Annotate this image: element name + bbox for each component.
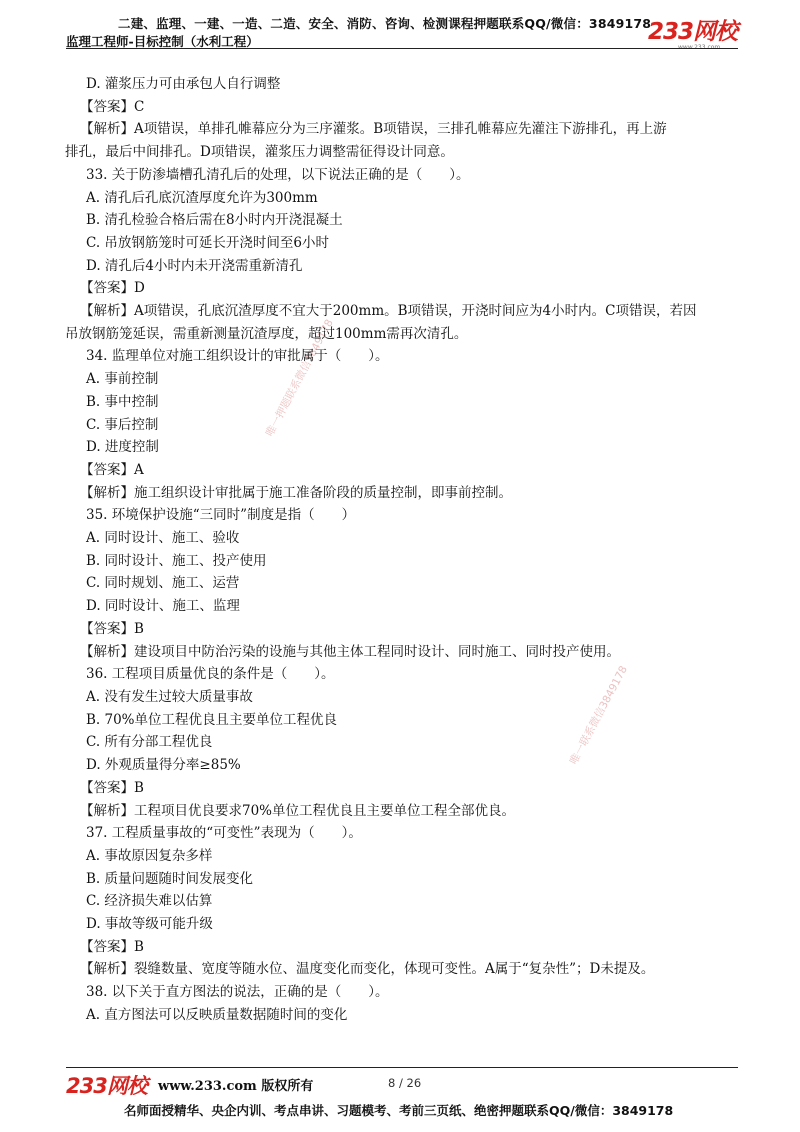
question-stem: 36. 工程项目质量优良的条件是（ ）。 xyxy=(86,666,335,683)
question-stem: 37. 工程质量事故的“可变性”表现为（ ）。 xyxy=(86,825,362,842)
option-line: B. 事中控制 xyxy=(86,393,159,410)
question-content xyxy=(65,73,746,1027)
option-line: A. 清孔后孔底沉渣厚度允许为300mm xyxy=(86,189,318,206)
option-line: D. 外观质量得分率≥85% xyxy=(86,757,241,774)
analysis-line: 【解析】A项错误，单排孔帷幕应分为三序灌浆。B项错误，三排孔帷幕应先灌注下游排孔，再上游 xyxy=(80,121,667,138)
analysis-line: 【解析】建设项目中防治污染的设施与其他主体工程同时设计、同时施工、同时投产使用。 xyxy=(80,643,620,660)
question-stem: 34. 监理单位对施工组织设计的审批属于（ ）。 xyxy=(86,348,389,365)
option-line: A. 事前控制 xyxy=(86,371,159,388)
option-line: D. 事故等级可能升级 xyxy=(86,916,213,933)
option-line: D. 同时设计、施工、监理 xyxy=(86,598,240,615)
option-line: B. 质量问题随时间发展变化 xyxy=(86,870,254,887)
question-stem: 33. 关于防渗墙槽孔清孔后的处理，以下说法正确的是（ ）。 xyxy=(86,166,470,183)
question-stem: 35. 环境保护设施“三同时”制度是指（ ） xyxy=(86,507,356,524)
analysis-line: 排孔，最后中间排孔。D项错误，灌浆压力调整需征得设计同意。 xyxy=(65,144,454,161)
option-line: C. 所有分部工程优良 xyxy=(86,734,213,751)
page-number: 8 / 26 xyxy=(388,1076,422,1090)
analysis-line: 【解析】裂缝数量、宽度等随水位、温度变化而变化，体现可变性。A属于“复杂性”；D未提及。 xyxy=(80,961,655,978)
option-line: C. 经济损失难以估算 xyxy=(86,893,213,910)
analysis-line: 【解析】A项错误，孔底沉渣厚度不宜大于200mm。B项错误，开浇时间应为4小时内。C项错误，若因 xyxy=(80,303,697,320)
analysis-line: 【解析】工程项目优良要求70%单位工程优良且主要单位工程全部优良。 xyxy=(80,802,516,819)
option-line: B. 清孔检验合格后需在8小时内开浇混凝土 xyxy=(86,212,343,229)
header-divider xyxy=(66,48,738,49)
option-line: D. 灌浆压力可由承包人自行调整 xyxy=(86,76,281,92)
footer-divider xyxy=(66,1067,738,1068)
footer-slogan: 名师面授精华、央企内训、考点串讲、习题模考、考前三页纸、绝密押题联系QQ/微信：3849178 xyxy=(124,1103,674,1118)
answer-line: 【答案】B xyxy=(80,938,144,955)
analysis-line: 【解析】施工组织设计审批属于施工准备阶段的质量控制，即事前控制。 xyxy=(80,484,512,501)
watermark: 唯一联系微信3849178 xyxy=(567,664,630,767)
answer-line: 【答案】B xyxy=(80,620,144,637)
watermark: 唯一押题联系微信3849178 xyxy=(263,317,336,439)
option-line: C. 吊放钢筋笼时可延长开浇时间至6小时 xyxy=(86,234,330,251)
option-line: A. 同时设计、施工、验收 xyxy=(86,530,240,547)
option-line: C. 事后控制 xyxy=(86,416,159,433)
answer-line: 【答案】D xyxy=(80,280,145,297)
answer-line: 【答案】C xyxy=(80,98,145,115)
header-contact-line: 二建、监理、一建、一造、二造、安全、消防、咨询、检测课程押题联系QQ/微信：3849178 xyxy=(118,16,652,31)
option-line: D. 进度控制 xyxy=(86,439,159,456)
option-line: D. 清孔后4小时内未开浇需重新清孔 xyxy=(86,257,303,274)
logo-url: www.233.com xyxy=(678,44,721,51)
question-stem: 38. 以下关于直方图法的说法，正确的是（ ）。 xyxy=(86,984,389,1001)
option-line: A. 直方图法可以反映质量数据随时间的变化 xyxy=(86,1006,348,1023)
brand-logo-bottom: 233网校 xyxy=(66,1074,147,1098)
brand-logo-top xyxy=(648,20,740,50)
option-line: B. 70%单位工程优良且主要单位工程优良 xyxy=(86,711,338,728)
analysis-line: 吊放钢筋笼延误，需重新测量沉渣厚度，超过100mm需再次清孔。 xyxy=(65,325,468,342)
option-line: C. 同时规划、施工、运营 xyxy=(86,575,240,592)
document-subtitle: 监理工程师-目标控制（水利工程） xyxy=(66,34,259,49)
option-line: B. 同时设计、施工、投产使用 xyxy=(86,552,267,569)
answer-line: 【答案】A xyxy=(80,461,144,478)
answer-line: 【答案】B xyxy=(80,779,144,796)
option-line: A. 事故原因复杂多样 xyxy=(86,847,213,864)
footer-copyright: www.233.com 版权所有 xyxy=(158,1079,314,1094)
option-line: A. 没有发生过较大质量事故 xyxy=(86,688,253,705)
logo-text: 233网校 xyxy=(648,19,738,45)
